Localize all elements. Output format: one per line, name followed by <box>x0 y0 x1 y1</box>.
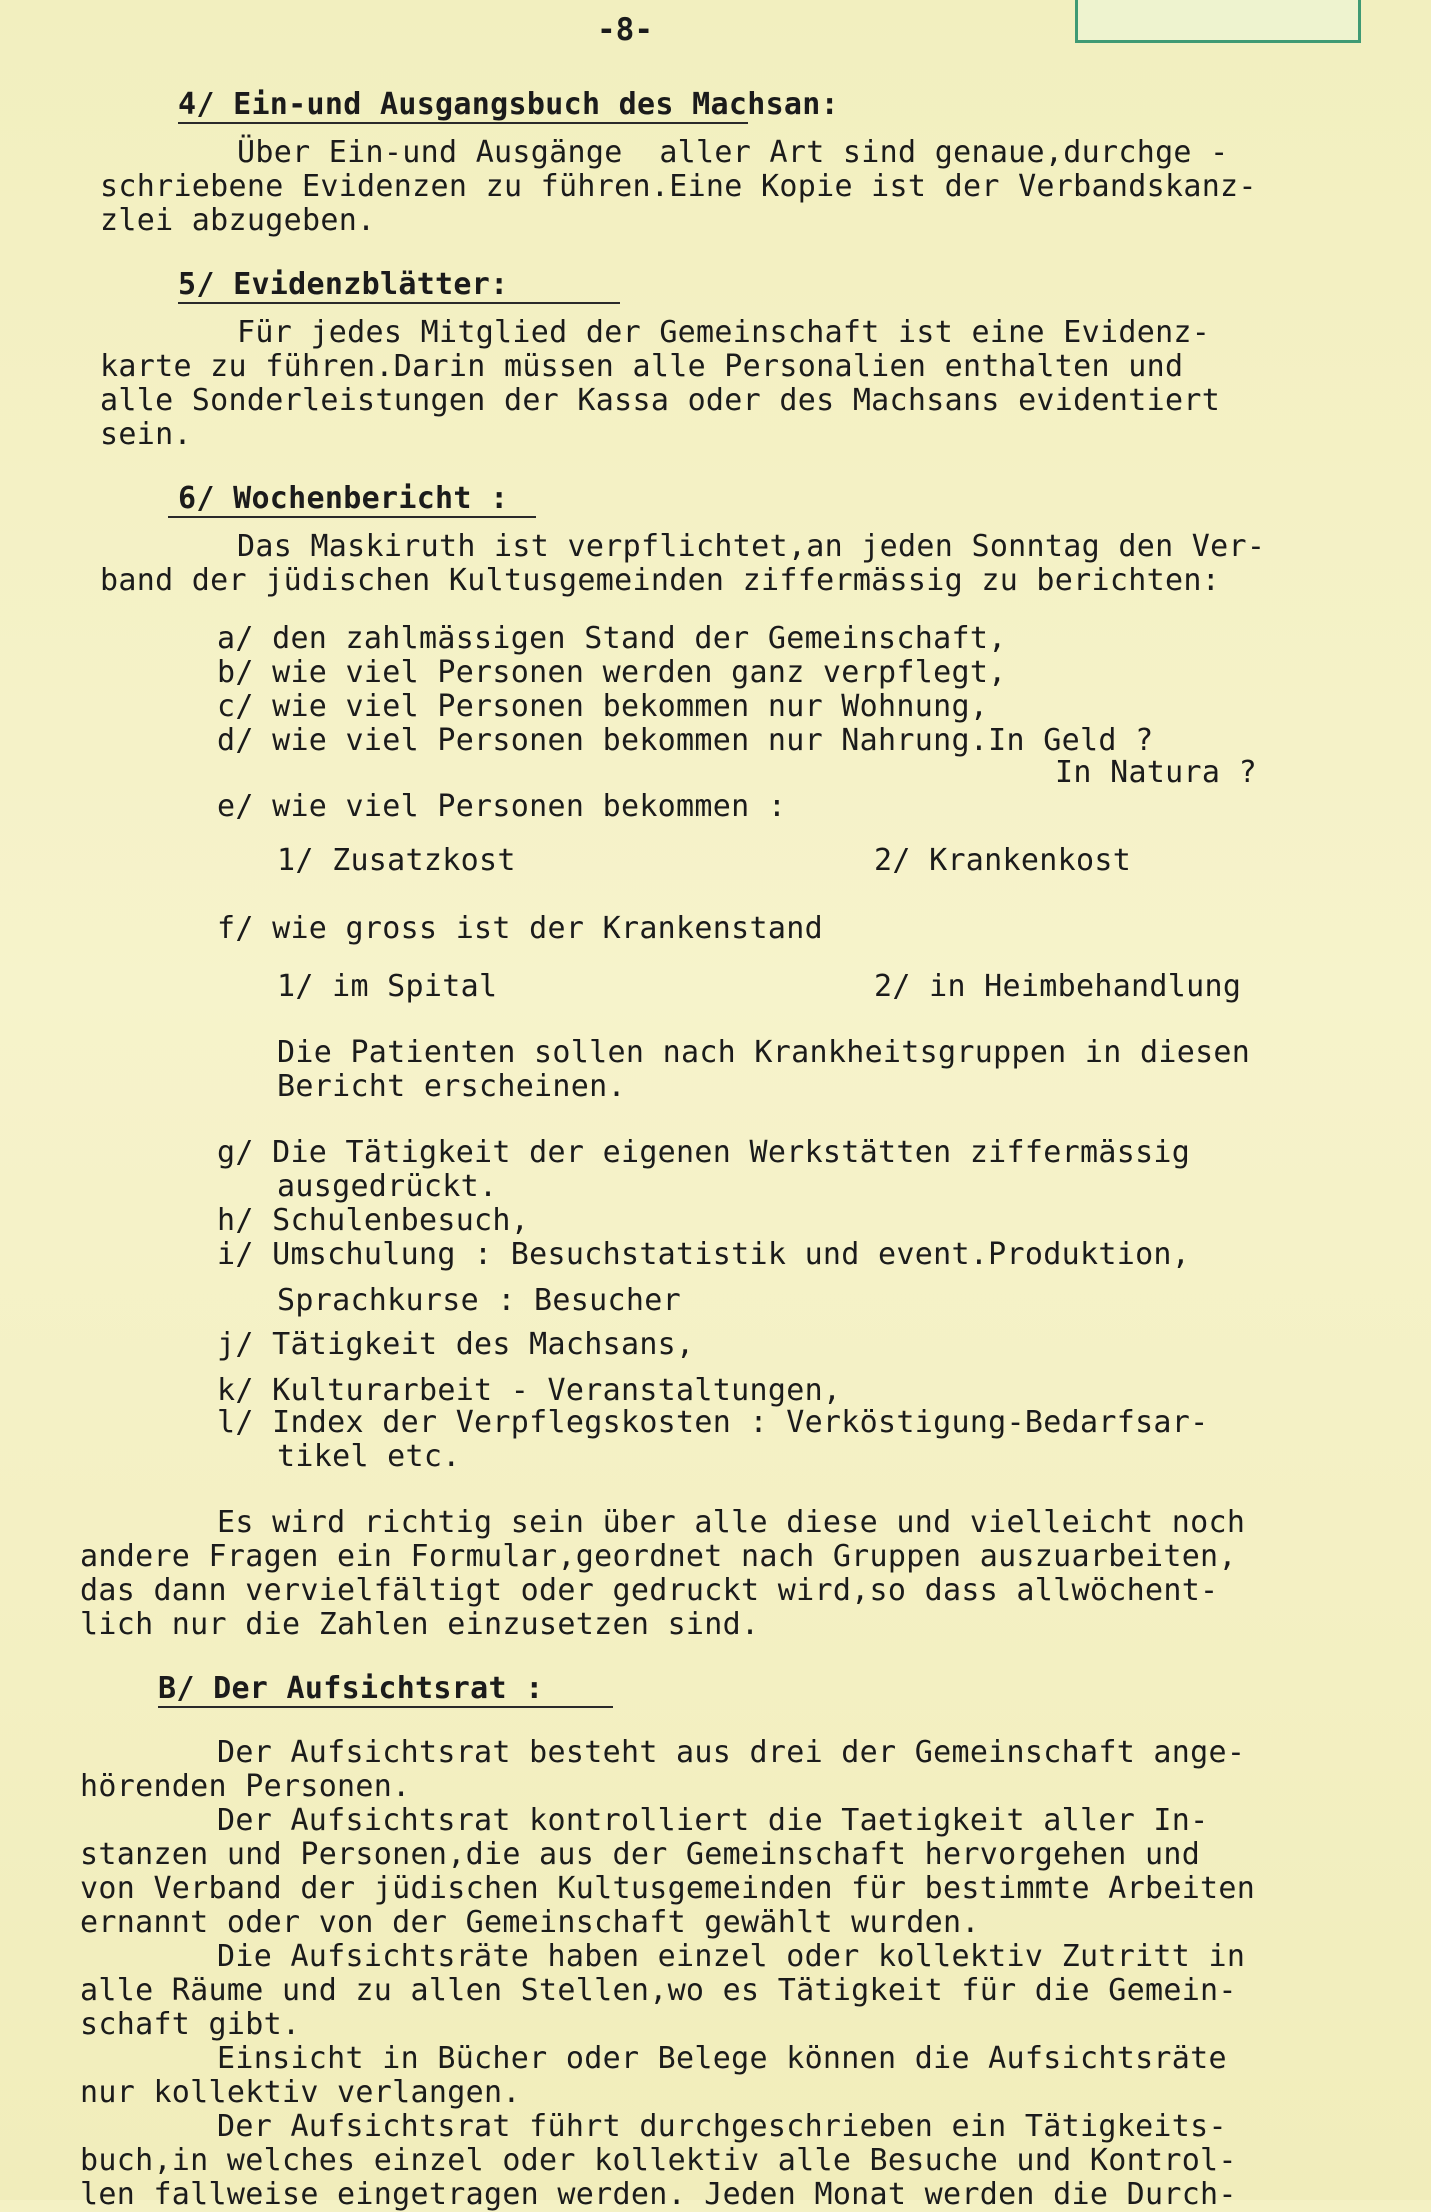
heading-underline-6 <box>168 516 536 518</box>
section-heading: 4/ Ein-und Ausgangsbuch des Machsan: <box>178 87 840 122</box>
text-line: alle Räume und zu allen Stellen,wo es Tätigkeit für die Gemein- <box>80 1973 1237 2008</box>
text-line: Der Aufsichtsrat kontrolliert die Taetigkeit aller In- <box>217 1803 1209 1838</box>
text-line: h/ Schulenbesuch, <box>217 1203 530 1238</box>
text-line: von Verband der jüdischen Kultusgemeinden für bestimmte Arbeiten <box>80 1871 1256 1906</box>
text-line: schaft gibt. <box>80 2007 301 2042</box>
text-line: 2/ Krankenkost <box>874 843 1132 878</box>
text-line: l/ Index der Verpflegskosten : Verköstigung-Bedarfsar- <box>217 1405 1209 1440</box>
text-line: g/ Die Tätigkeit der eigenen Werkstätten ziffermässig <box>217 1135 1191 1170</box>
section-heading: 6/ Wochenbericht : <box>178 481 509 516</box>
text-line: 2/ in Heimbehandlung <box>874 969 1242 1004</box>
text-line: stanzen und Personen,die aus der Gemeinschaft hervorgehen und <box>80 1837 1201 1872</box>
text-line: d/ wie viel Personen bekommen nur Nahrung.In Geld ? <box>217 723 1154 758</box>
text-line: 1/ Zusatzkost <box>277 843 516 878</box>
text-line: a/ den zahlmässigen Stand der Gemeinschaft, <box>217 621 1007 656</box>
text-line: k/ Kulturarbeit - Veranstaltungen, <box>217 1373 842 1408</box>
page-number: -8- <box>597 12 653 48</box>
text-line: karte zu führen.Darin müssen alle Personalien enthalten und <box>100 349 1184 384</box>
text-line: zlei abzugeben. <box>100 203 376 238</box>
text-line: len fallweise eingetragen werden. Jeden Monat werden die Durch- <box>80 2177 1237 2212</box>
text-line: i/ Umschulung : Besuchstatistik und event.Produktion, <box>217 1237 1191 1272</box>
text-line: Die Aufsichtsräte haben einzel oder kollektiv Zutritt in <box>217 1939 1246 1974</box>
text-line: Das Maskiruth ist verpflichtet,an jeden Sonntag den Ver- <box>237 529 1266 564</box>
text-line: Für jedes Mitglied der Gemeinschaft ist eine Evidenz- <box>237 315 1211 350</box>
text-line: band der jüdischen Kultusgemeinden ziffermässig zu berichten: <box>100 563 1221 598</box>
text-line: ausgedrückt. <box>277 1169 498 1204</box>
text-line: andere Fragen ein Formular,geordnet nach Gruppen auszuarbeiten, <box>80 1539 1237 1574</box>
text-line: lich nur die Zahlen einzusetzen sind. <box>80 1607 760 1642</box>
text-line: 1/ im Spital <box>277 969 498 1004</box>
text-line: alle Sonderleistungen der Kassa oder des Machsans evidentiert <box>100 383 1221 418</box>
heading-underline-b <box>158 1706 613 1708</box>
text-line: j/ Tätigkeit des Machsans, <box>217 1327 695 1362</box>
text-line: Die Patienten sollen nach Krankheitsgruppen in diesen <box>277 1035 1251 1070</box>
text-line: schriebene Evidenzen zu führen.Eine Kopie ist der Verbandskanz- <box>100 169 1257 204</box>
text-line: hörenden Personen. <box>80 1769 411 1804</box>
heading-underline-5 <box>178 302 620 304</box>
heading-underline-4 <box>178 122 748 124</box>
text-line: c/ wie viel Personen bekommen nur Wohnung, <box>217 689 989 724</box>
text-line: tikel etc. <box>277 1439 461 1474</box>
text-line: b/ wie viel Personen werden ganz verpflegt, <box>217 655 1007 690</box>
text-line: e/ wie viel Personen bekommen : <box>217 789 787 824</box>
text-line: ernannt oder von der Gemeinschaft gewählt wurden. <box>80 1905 980 1940</box>
section-heading: B/ Der Aufsichtsrat : <box>158 1671 544 1706</box>
text-line: Der Aufsichtsrat führt durchgeschrieben ein Tätigkeits- <box>217 2109 1227 2144</box>
green-stamp-box <box>1075 0 1361 43</box>
text-line: Bericht erscheinen. <box>277 1069 626 1104</box>
text-line: f/ wie gross ist der Krankenstand <box>217 911 823 946</box>
text-line: In Natura ? <box>1055 755 1257 790</box>
text-line: Der Aufsichtsrat besteht aus drei der Gemeinschaft ange- <box>217 1735 1246 1770</box>
text-line: das dann vervielfältigt oder gedruckt wird,so dass allwöchent- <box>80 1573 1219 1608</box>
text-line: buch,in welches einzel oder kollektiv alle Besuche und Kontrol- <box>80 2143 1237 2178</box>
text-line: nur kollektiv verlangen. <box>80 2075 521 2110</box>
text-line: Einsicht in Bücher oder Belege können die Aufsichtsräte <box>217 2041 1227 2076</box>
text-line: sein. <box>100 417 192 452</box>
section-heading: 5/ Evidenzblätter: <box>178 267 509 302</box>
text-line: Sprachkurse : Besucher <box>277 1283 681 1318</box>
text-line: Über Ein-und Ausgänge aller Art sind genaue,durchge - <box>237 135 1229 170</box>
text-line: Es wird richtig sein über alle diese und vielleicht noch <box>217 1505 1246 1540</box>
